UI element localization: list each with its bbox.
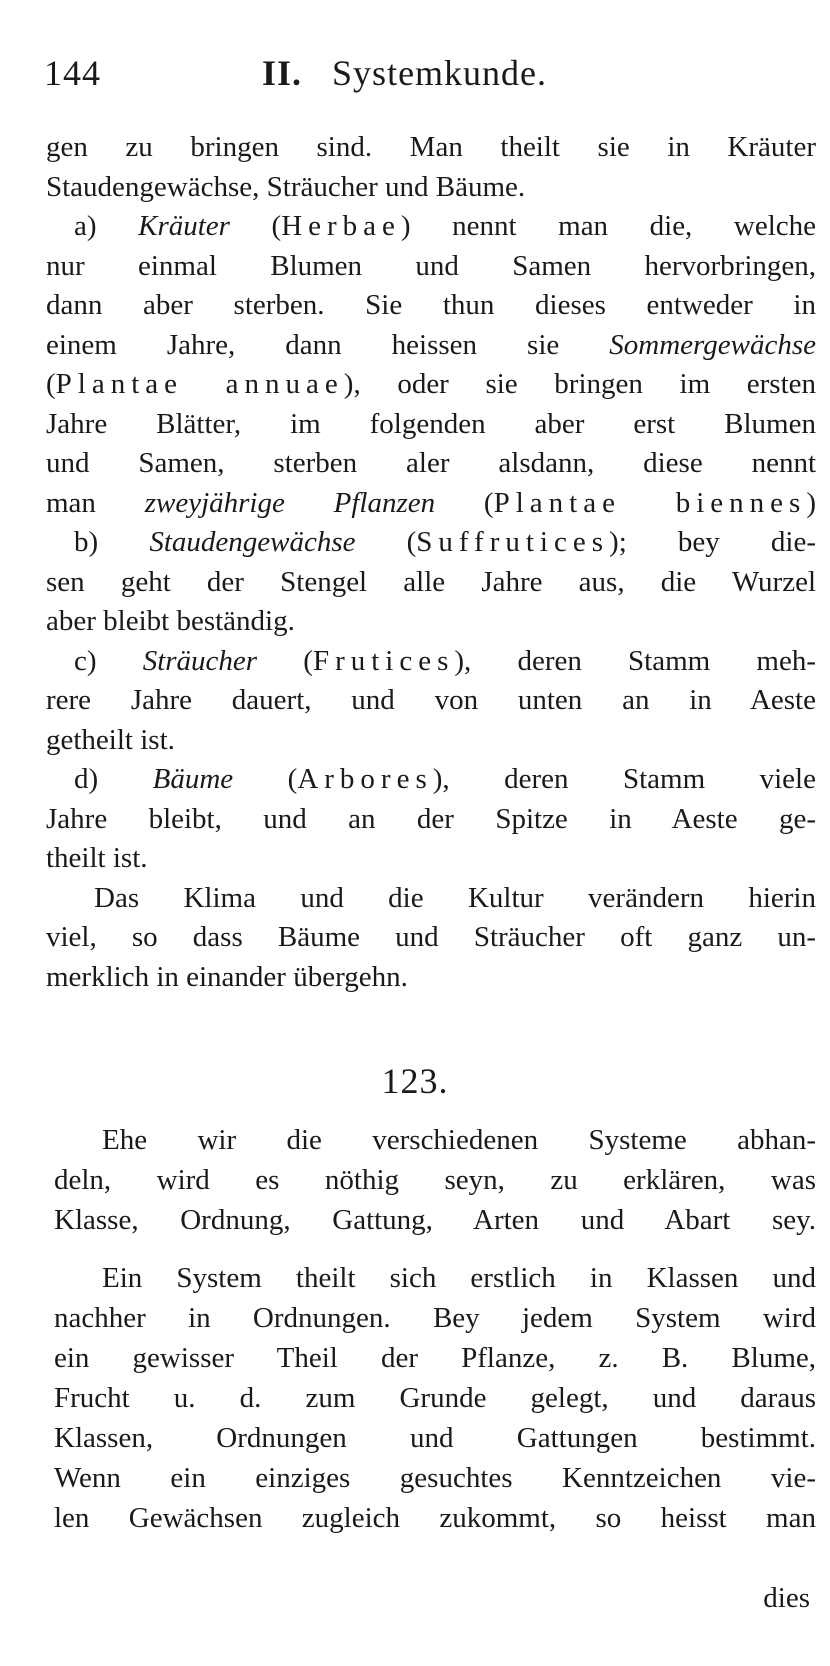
text-line: c) Sträucher (Frutices), deren Stamm meh-	[74, 644, 816, 677]
chapter-roman-numeral: II.	[262, 53, 303, 93]
text-line: Jahre Blätter, im folgenden aber erst Blumen	[46, 407, 816, 440]
text-line: einem Jahre, dann heissen sie Sommergewächse	[46, 328, 816, 361]
chapter-title	[262, 52, 547, 94]
text-line: Frucht u. d. zum Grunde gelegt, und daraus	[54, 1382, 816, 1414]
text-line: viel, so dass Bäume und Sträucher oft ganz un-	[46, 921, 816, 953]
text-line: (Plantae annuae), oder sie bringen im ersten	[46, 368, 816, 400]
text-line: Jahre bleibt, und an der Spitze in Aeste ge-	[46, 802, 816, 835]
text-line: und Samen, sterben aler alsdann, diese nennt	[46, 447, 816, 479]
text-line: Das Klima und die Kultur verändern hierin	[94, 881, 816, 914]
text-line: nur einmal Blumen und Samen hervorbringen,	[46, 249, 816, 282]
page-number: 144	[44, 53, 101, 93]
paragraph-gap	[54, 1240, 816, 1258]
text-line: gen zu bringen sind. Man theilt sie in Kräuter	[46, 131, 816, 163]
catchword: dies	[763, 1582, 810, 1614]
text-line: dann aber sterben. Sie thun dieses entweder in	[46, 289, 816, 321]
text-line: len Gewächsen zugleich zukommt, so heisst man	[54, 1502, 816, 1534]
main-text	[46, 128, 816, 997]
text-line: merklich in einander übergehn.	[46, 960, 408, 993]
text-line: ein gewisser Theil der Pflanze, z. B. Blume,	[54, 1342, 816, 1374]
text-line: b) Staudengewächse (Suffrutices); bey die-	[74, 526, 816, 558]
text-line: theilt ist.	[46, 842, 148, 874]
text-line: Ehe wir die verschiedenen Systeme abhan-	[102, 1124, 816, 1156]
text-line: Klassen, Ordnungen und Gattungen bestimmt.	[54, 1422, 816, 1454]
chapter-title-text: Systemkunde.	[332, 53, 548, 93]
text-line: Ein System theilt sich erstlich in Klassen und	[102, 1262, 816, 1294]
text-line: Wenn ein einziges gesuchtes Kenntzeichen vie-	[54, 1462, 816, 1494]
text-line: getheilt ist.	[46, 723, 175, 756]
text-line: aber bleibt beständig.	[46, 605, 295, 637]
section-text	[54, 1120, 816, 1538]
text-line: sen geht der Stengel alle Jahre aus, die Wurzel	[46, 565, 816, 598]
text-line: Staudengewächse, Sträucher und Bäume.	[46, 170, 526, 203]
text-line: Klasse, Ordnung, Gattung, Arten und Abart sey.	[54, 1204, 816, 1236]
text-line: a) Kräuter (Herbae) nennt man die, welche	[74, 210, 816, 242]
text-line: d) Bäume (Arbores), deren Stamm viele	[74, 763, 816, 795]
text-line: man zweyjährige Pflanzen (Plantae biennes)	[46, 486, 816, 519]
running-header	[0, 52, 830, 102]
text-line: rere Jahre dauert, und von unten an in Aeste	[46, 684, 816, 716]
section-number: 123.	[381, 1061, 449, 1101]
text-line: nachher in Ordnungen. Bey jedem System wird	[54, 1302, 816, 1334]
text-line: deln, wird es nöthig seyn, zu erklären, was	[54, 1164, 816, 1196]
